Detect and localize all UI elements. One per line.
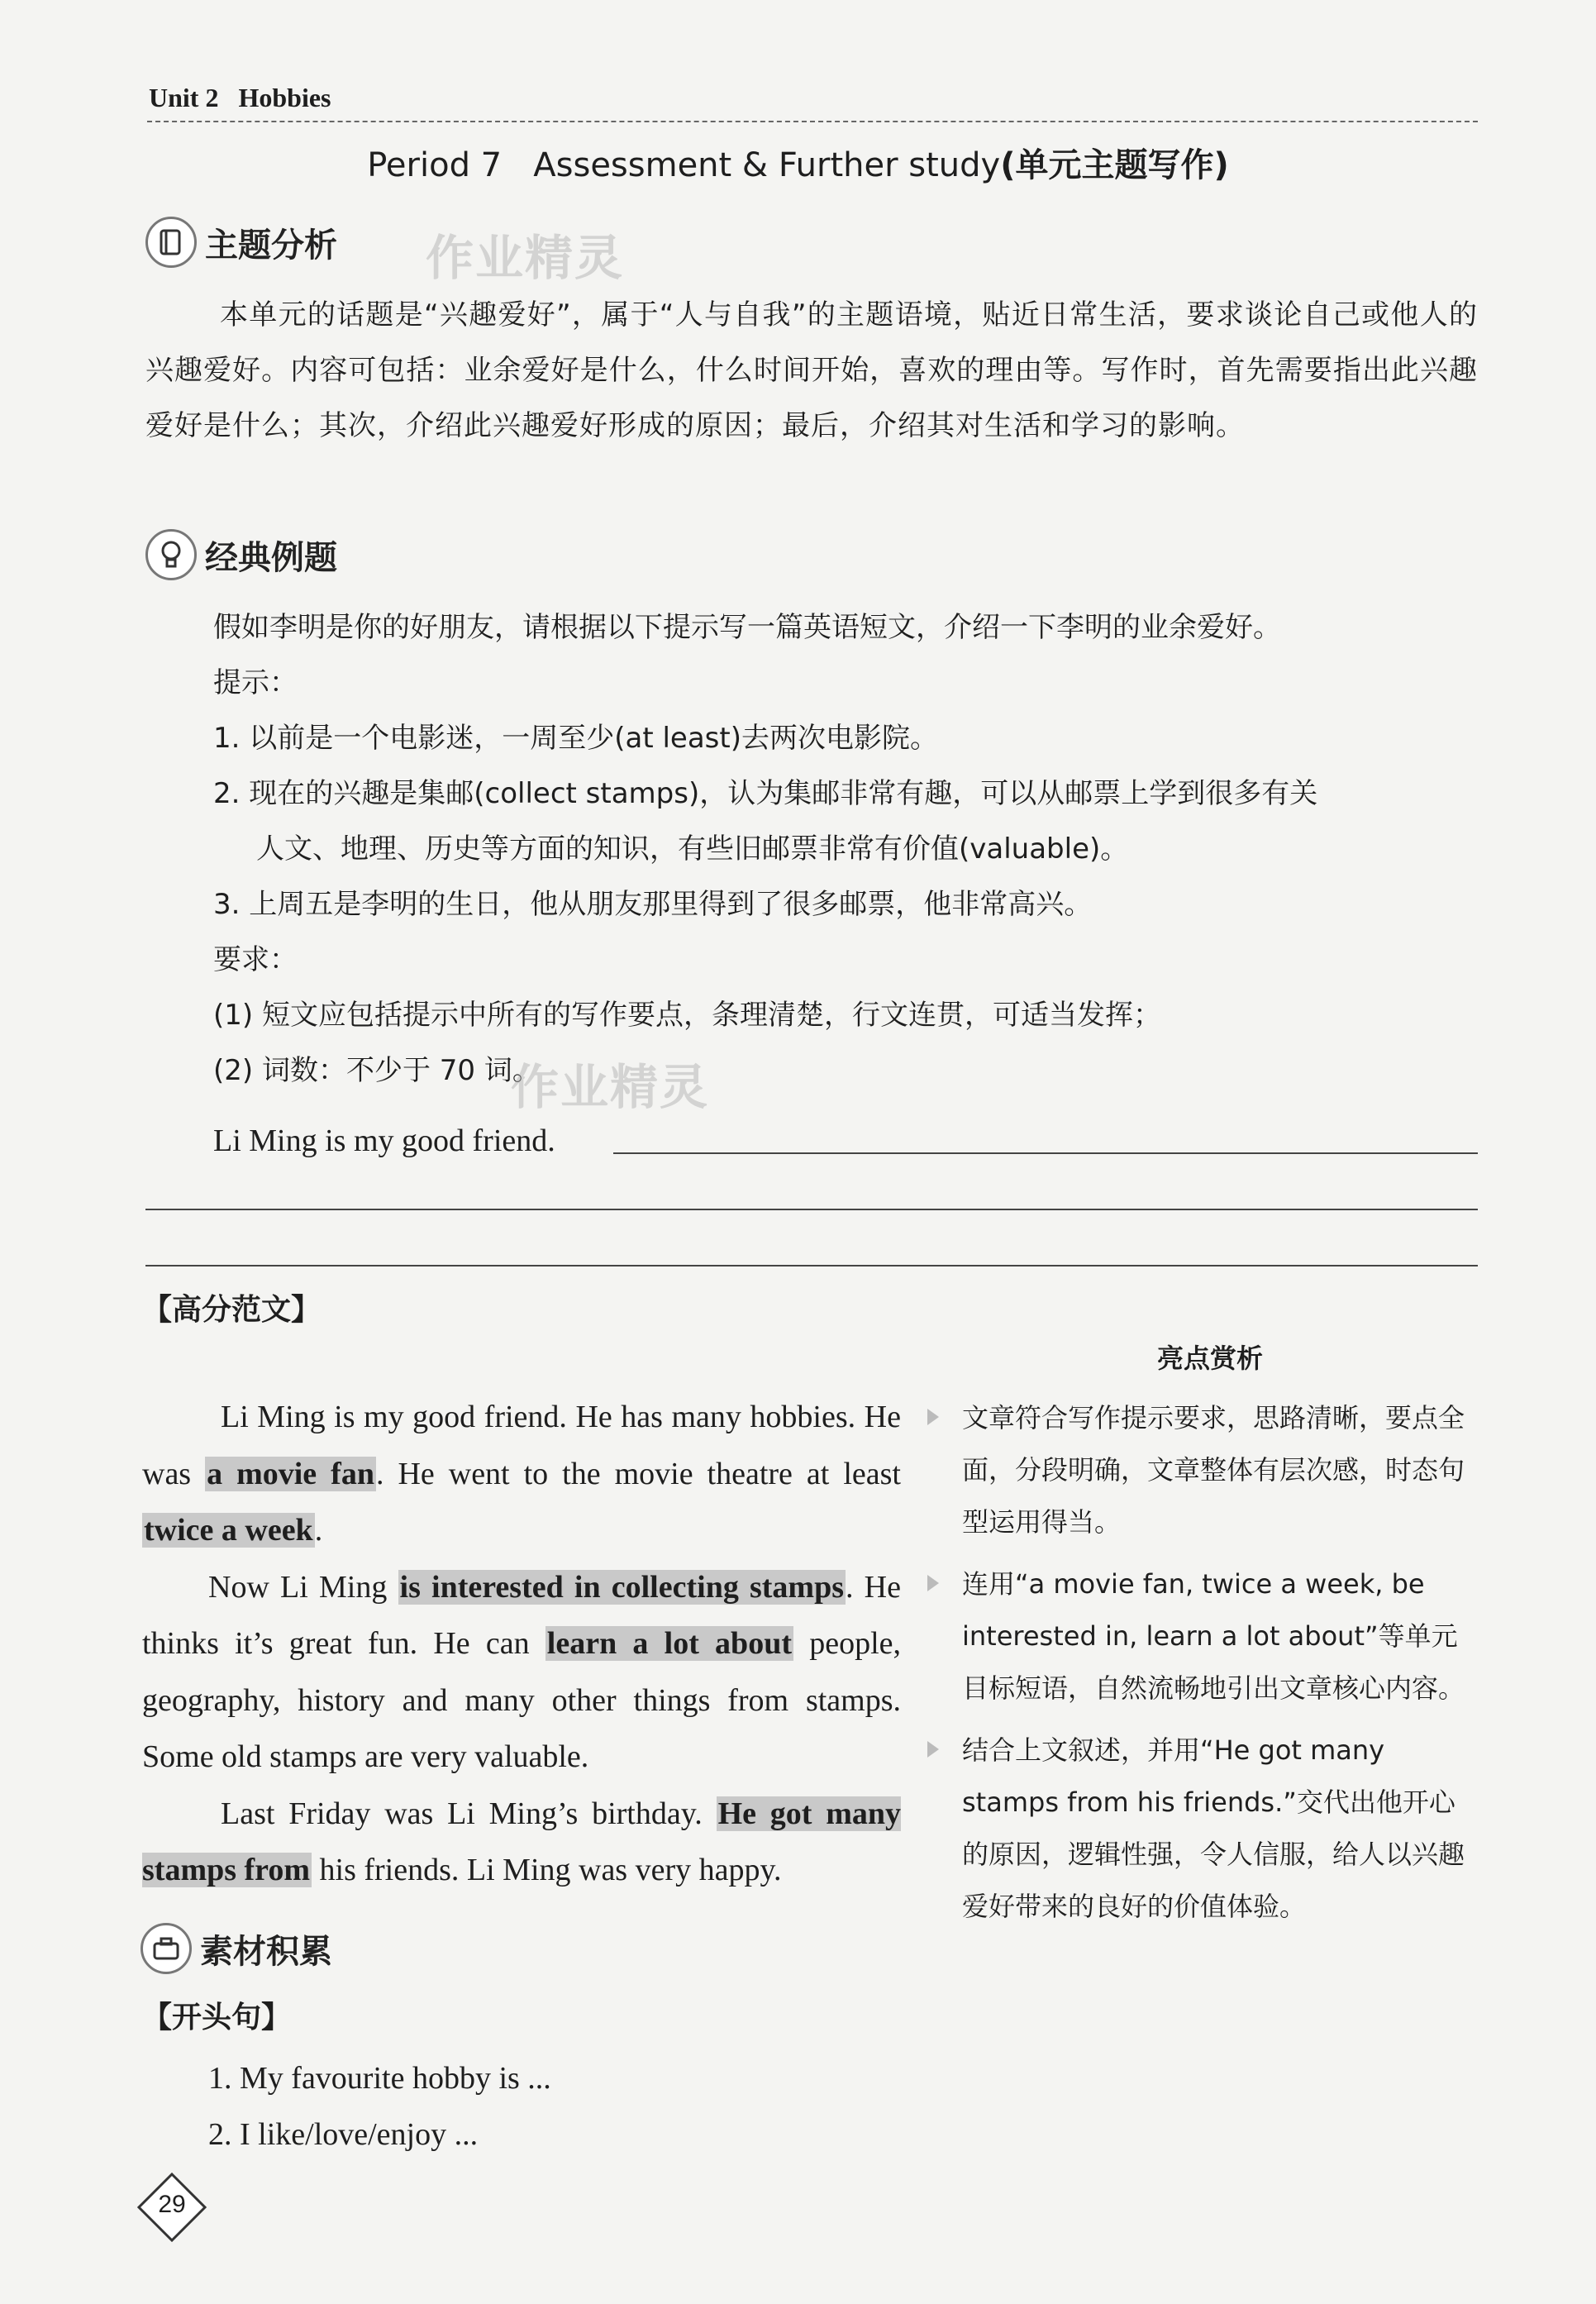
theme-analysis-heading (145, 217, 337, 268)
essay-paragraph-1: Li Ming is my good friend. He has many hobbies. He was a movie fan. He went to the movie theatre at least twice a week. (142, 1400, 901, 1548)
materials-title: 素材积累 (200, 1932, 332, 1971)
essay-paragraph-3: Last Friday was Li Ming’s birthday. He got many stamps from his friends. Li Ming was very happy. (142, 1796, 901, 1887)
lightbulb-icon (145, 529, 197, 580)
example-heading (145, 529, 337, 580)
hint-2: 2. 现在的兴趣是集邮(collect stamps)，认为集邮非常有趣，可以从邮票上学到很多有关 (213, 777, 1318, 810)
triangle-icon (927, 1741, 939, 1758)
unit-label: Unit 2 Hobbies (149, 83, 331, 112)
requirements-label: 要求： (213, 943, 298, 976)
requirement-2: (2) 词数：不少于 70 词。 (213, 1054, 541, 1087)
materials-heading (141, 1923, 332, 1974)
hint-1: 1. 以前是一个电影迷，一周至少(at least)去两次电影院。 (213, 722, 938, 755)
hint-3: 3. 上周五是李明的生日，他从朋友那里得到了很多邮票，他非常高兴。 (213, 888, 1093, 921)
watermark-mid: 作业精灵 (511, 1059, 710, 1115)
answer-line-3 (145, 1265, 1478, 1266)
opening-sentences (208, 2050, 551, 2163)
highlight-learn-a-lot: learn a lot about (546, 1626, 792, 1661)
example-title: 经典例题 (205, 538, 337, 577)
watermark-top: 作业精灵 (426, 230, 625, 286)
essay-paragraph-2: Now Li Ming is interested in collecting stamps. He thinks it’s great fun. He can learn a lot about people, geography, history and many other things from stamps. Some old stamps are very valuable. (142, 1569, 901, 1774)
essay-starter: Li Ming is my good friend. (213, 1123, 555, 1158)
requirement-1: (1) 短文应包括提示中所有的写作要点，条理清楚，行文连贯，可适当发挥； (213, 999, 1161, 1032)
page-number-badge (137, 2173, 207, 2242)
example-prompt: 假如李明是你的好朋友，请根据以下提示写一篇英语短文，介绍一下李明的业余爱好。 (213, 611, 1281, 644)
page-number: 29 (158, 2191, 186, 2218)
theme-analysis-title: 主题分析 (205, 226, 337, 265)
model-essay (142, 1389, 901, 1899)
period-title-text: Period 7 Assessment & Further study (367, 146, 1001, 184)
highlights-notes (927, 1392, 1478, 1943)
highlight-got-stamps: He got many stamps from (142, 1796, 901, 1887)
highlight-note-1: 文章符合写作提示要求，思路清晰，要点全面，分段明确，文章整体有层次感，时态句型运用得当。 (927, 1392, 1478, 1548)
highlight-note-3: 结合上文叙述，并用“He got many stamps from his friends.”交代出他开心的原因，逻辑性强，令人信服，给人以兴趣爱好带来的良好的价值体验。 (927, 1724, 1478, 1933)
model-essay-heading: 【高分范文】 (142, 1293, 322, 1327)
opening-2: 2. I like/love/enjoy ... (208, 2117, 479, 2152)
triangle-icon (927, 1575, 939, 1591)
triangle-icon (927, 1409, 939, 1425)
highlight-twice-a-week: twice a week (144, 1513, 313, 1548)
period-subtitle: (单元主题写作) (1000, 146, 1229, 184)
header-divider (147, 121, 1478, 122)
hint-2-cont: 人文、地理、历史等方面的知识，有些旧邮票非常有价值(valuable)。 (256, 832, 1129, 866)
opening-sentences-label: 【开头句】 (142, 2001, 292, 2034)
theme-analysis-body: 本单元的话题是“兴趣爱好”，属于“人与自我”的主题语境，贴近日常生活，要求谈论自己或他人的兴趣爱好。内容可包括：业余爱好是什么，什么时间开始，喜欢的理由等。写作时，首先需要指出此兴趣爱好是什么；其次，介绍此兴趣爱好形成的原因；最后，介绍其对生活和学习的影响。 (145, 298, 1478, 442)
opening-1: 1. My favourite hobby is ... (208, 2061, 551, 2096)
highlight-note-2: 连用“a movie fan, twice a week, be interested in, learn a lot about”等单元目标短语，自然流畅地引出文章核心内容。 (927, 1558, 1478, 1715)
highlights-heading: 亮点赏析 (1157, 1343, 1264, 1374)
answer-line-2 (145, 1209, 1478, 1210)
notebook-icon (145, 217, 197, 268)
period-title (0, 139, 1596, 186)
highlight-movie-fan: a movie fan (207, 1456, 374, 1491)
hints-label: 提示： (213, 666, 298, 699)
highlight-interested-in: is interested in collecting stamps (399, 1569, 845, 1605)
briefcase-icon (141, 1923, 192, 1974)
answer-line-1 (613, 1152, 1478, 1154)
